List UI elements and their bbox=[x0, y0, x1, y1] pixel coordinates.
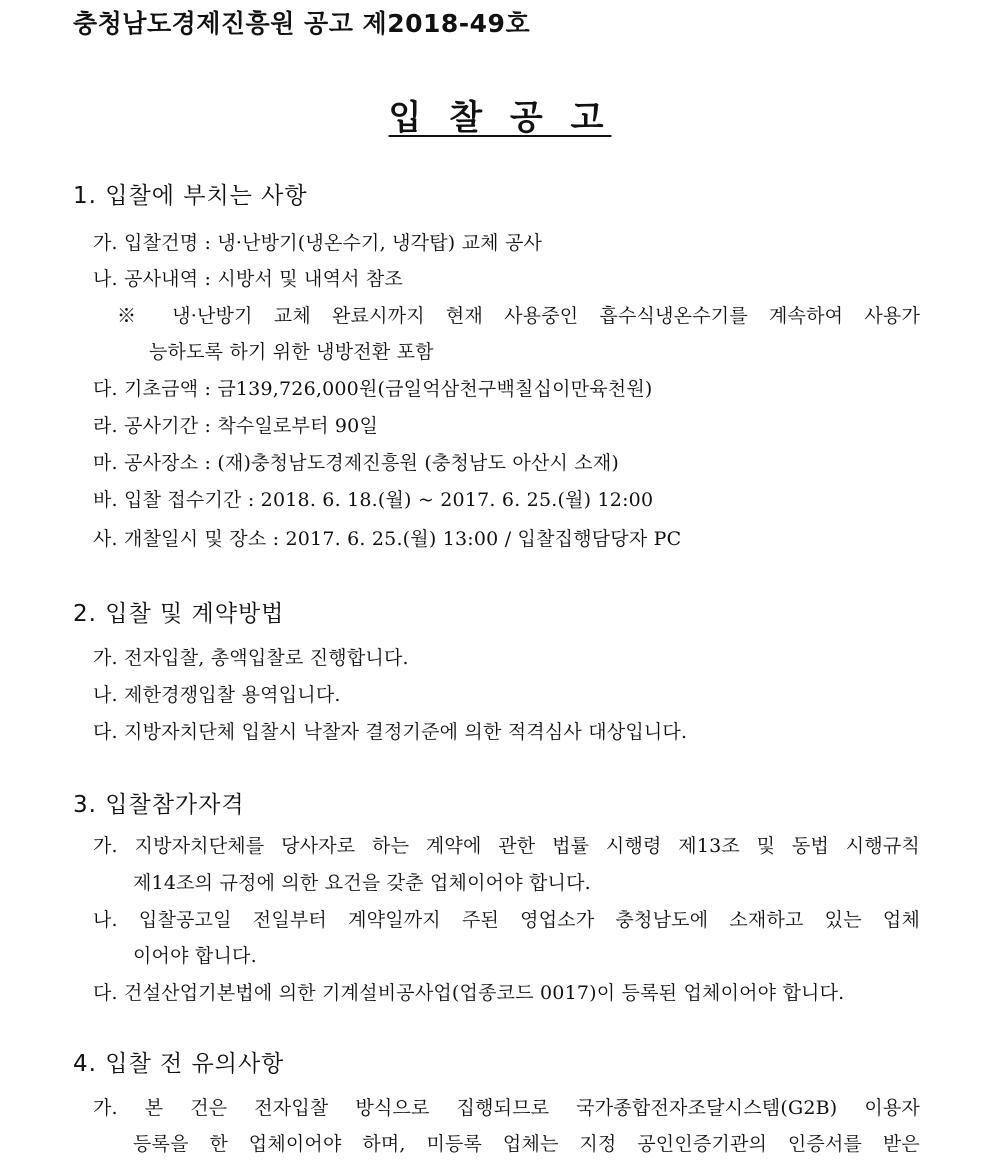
document-title-text: 입 찰 공 고 bbox=[388, 98, 612, 138]
section-3-title: 3. 입찰참가자격 bbox=[73, 792, 245, 818]
section-2-item-da: 다. 지방자치단체 입찰시 낙찰자 결정기준에 의한 적격심사 대상입니다. bbox=[93, 721, 688, 743]
section-1-item-ra: 라. 공사기간 : 착수일로부터 90일 bbox=[93, 415, 379, 437]
section-1-item-na: 나. 공사내역 : 시방서 및 내역서 참조 bbox=[93, 268, 404, 290]
section-1-note-line-2: 능하도록 하기 위한 냉방전환 포함 bbox=[149, 341, 434, 363]
section-3-item-ga-line-2: 제14조의 규정에 의한 요건을 갖춘 업체이어야 합니다. bbox=[133, 872, 591, 894]
notice-number: 충청남도경제진흥원 공고 제2018-49호 bbox=[73, 9, 531, 38]
section-1-item-ba: 바. 입찰 접수기간 : 2018. 6. 18.(월) ~ 2017. 6. 25.(월) 12:00 bbox=[93, 489, 654, 511]
section-3-item-na-line-2: 이어야 합니다. bbox=[133, 945, 257, 967]
section-2-title: 2. 입찰 및 계약방법 bbox=[73, 601, 285, 627]
section-4-title: 4. 입찰 전 유의사항 bbox=[73, 1051, 285, 1077]
section-3-item-da: 다. 건설산업기본법에 의한 기계설비공사업(업종코드 0017)이 등록된 업체이어야 합니다. bbox=[93, 982, 845, 1004]
document-title bbox=[0, 90, 992, 139]
section-1-item-ma: 마. 공사장소 : (재)충청남도경제진흥원 (충청남도 아산시 소재) bbox=[93, 452, 620, 474]
section-2-item-ga: 가. 전자입찰, 총액입찰로 진행합니다. bbox=[93, 647, 409, 669]
section-3-item-ga-line-1: 가. 지방자치단체를 당사자로 하는 계약에 관한 법률 시행령 제13조 및 동법 시행규칙 bbox=[93, 835, 920, 857]
section-1-item-ga: 가. 입찰건명 : 냉·난방기(냉온수기, 냉각탑) 교체 공사 bbox=[93, 232, 543, 254]
section-1-item-sa: 사. 개찰일시 및 장소 : 2017. 6. 25.(월) 13:00 / 입찰집행담당자 PC bbox=[93, 528, 682, 550]
section-3-item-na-line-1: 나. 입찰공고일 전일부터 계약일까지 주된 영업소가 충청남도에 소재하고 있는 업체 bbox=[93, 909, 920, 931]
section-1-note-line-1: ※ 냉·난방기 교체 완료시까지 현재 사용중인 흡수식냉온수기를 계속하여 사용가 bbox=[117, 305, 920, 327]
section-4-item-ga-line-2: 등록을 한 업체이어야 하며, 미등록 업체는 지정 공인인증기관의 인증서를 받은 bbox=[133, 1133, 920, 1155]
section-1-title: 1. 입찰에 부치는 사항 bbox=[73, 183, 308, 209]
section-1-item-da: 다. 기초금액 : 금139,726,000원(금일억삼천구백칠십이만육천원) bbox=[93, 378, 653, 400]
section-4-item-ga-line-1: 가. 본 건은 전자입찰 방식으로 집행되므로 국가종합전자조달시스템(G2B) 이용자 bbox=[93, 1097, 920, 1119]
section-2-item-na: 나. 제한경쟁입찰 용역입니다. bbox=[93, 684, 341, 706]
